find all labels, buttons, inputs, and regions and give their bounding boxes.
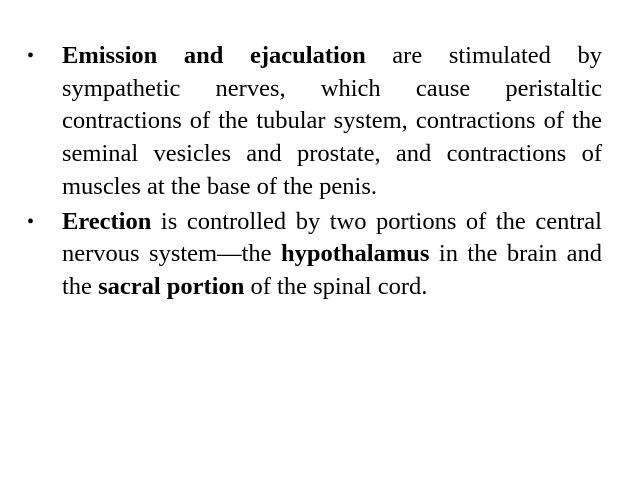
bold-term-erection: Erection <box>62 207 152 235</box>
text-segment: are stimulated by sympathetic nerves, which cause peristaltic contractions of the tubular system, contractions of the seminal vesicles and prostate, and contractions of muscles at the base of the penis. <box>62 42 602 200</box>
bullet-text <box>62 206 602 304</box>
bullet-item-emission <box>27 40 602 204</box>
bullet-list <box>27 40 602 306</box>
text-segment: of the spinal cord. <box>244 272 428 300</box>
bold-term-sacral-portion: sacral portion <box>98 272 245 300</box>
text-segment: is controlled by two portions of the central nervous system—the <box>62 207 602 268</box>
text-segment: in the brain and the <box>62 240 602 300</box>
bold-term-hypothalamus: hypothalamus <box>281 240 430 268</box>
bullet-dot-icon: • <box>27 210 35 233</box>
bullet-text <box>62 40 602 204</box>
bullet-item-erection <box>27 206 602 304</box>
bullet-dot-icon: • <box>27 45 35 67</box>
bold-term-emission-ejaculation: Emission and ejaculation <box>62 42 366 69</box>
